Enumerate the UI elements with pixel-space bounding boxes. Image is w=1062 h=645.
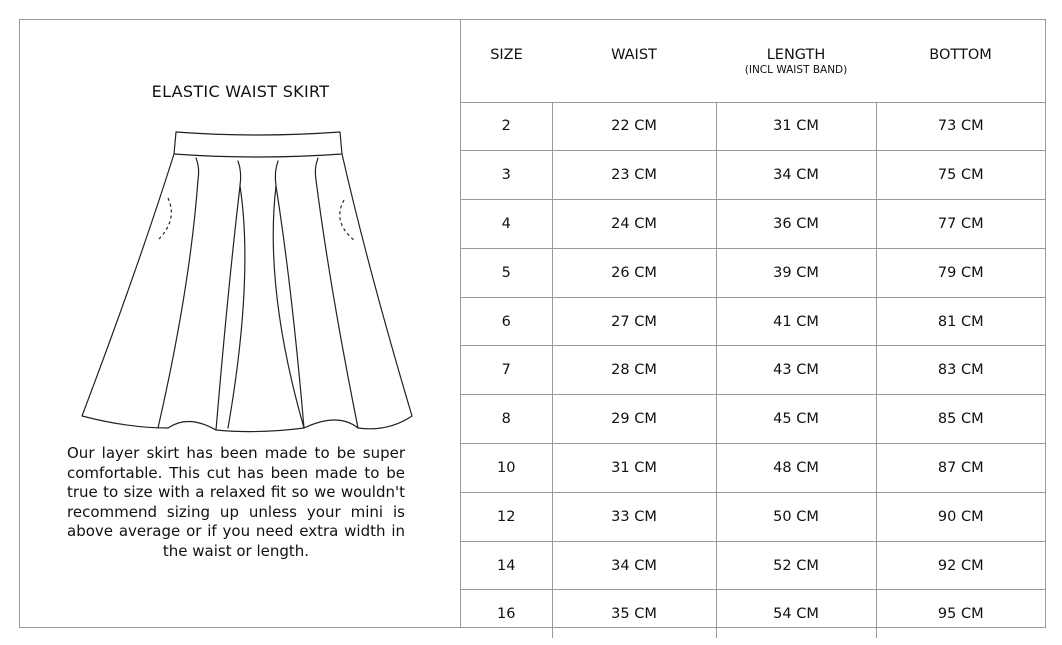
cell-length: 52 CM xyxy=(716,541,876,590)
cell-size: 5 xyxy=(461,248,552,297)
skirt-icon xyxy=(78,128,418,438)
product-panel xyxy=(20,20,461,627)
cell-length: 39 CM xyxy=(716,248,876,297)
header-size: SIZE xyxy=(490,47,523,63)
cell-bottom: 79 CM xyxy=(876,248,1045,297)
cell-length: 41 CM xyxy=(716,297,876,346)
header-waist: WAIST xyxy=(611,47,657,63)
table-row xyxy=(461,151,1045,200)
cell-size: 2 xyxy=(461,102,552,151)
table-row xyxy=(461,346,1045,395)
cell-size: 3 xyxy=(461,151,552,200)
product-description: Our layer skirt has been made to be super comfortable. This cut has been made to be true to size with a relaxed fit so we wouldn't recommend sizing up unless your mini is above average or if you need extra width in the waist or length. xyxy=(67,444,405,560)
cell-size: 7 xyxy=(461,346,552,395)
header-bottom: BOTTOM xyxy=(929,47,992,63)
cell-waist: 35 CM xyxy=(552,590,716,638)
cell-bottom: 81 CM xyxy=(876,297,1045,346)
cell-length: 54 CM xyxy=(716,590,876,638)
table-row xyxy=(461,492,1045,541)
cell-length: 31 CM xyxy=(716,102,876,151)
table-row xyxy=(461,541,1045,590)
cell-length: 45 CM xyxy=(716,395,876,444)
cell-waist: 29 CM xyxy=(552,395,716,444)
table-row xyxy=(461,102,1045,151)
cell-waist: 27 CM xyxy=(552,297,716,346)
size-table xyxy=(461,20,1045,638)
cell-bottom: 75 CM xyxy=(876,151,1045,200)
cell-length: 48 CM xyxy=(716,444,876,493)
header-length-label: LENGTH xyxy=(766,47,826,63)
table-row xyxy=(461,297,1045,346)
cell-bottom: 73 CM xyxy=(876,102,1045,151)
cell-bottom: 77 CM xyxy=(876,200,1045,249)
table-header-row xyxy=(461,20,1045,102)
cell-size: 4 xyxy=(461,200,552,249)
table-row xyxy=(461,248,1045,297)
cell-length: 36 CM xyxy=(716,200,876,249)
cell-bottom: 95 CM xyxy=(876,590,1045,638)
table-row xyxy=(461,444,1045,493)
header-length-sub: (INCL WAIST BAND) xyxy=(744,64,848,76)
table-row xyxy=(461,590,1045,638)
header-length xyxy=(716,20,876,102)
table-row xyxy=(461,200,1045,249)
cell-waist: 33 CM xyxy=(552,492,716,541)
cell-bottom: 90 CM xyxy=(876,492,1045,541)
size-table-area xyxy=(461,20,1045,627)
cell-length: 50 CM xyxy=(716,492,876,541)
cell-size: 14 xyxy=(461,541,552,590)
cell-bottom: 85 CM xyxy=(876,395,1045,444)
table-row xyxy=(461,395,1045,444)
cell-length: 43 CM xyxy=(716,346,876,395)
cell-waist: 24 CM xyxy=(552,200,716,249)
cell-size: 12 xyxy=(461,492,552,541)
cell-waist: 34 CM xyxy=(552,541,716,590)
cell-length: 34 CM xyxy=(716,151,876,200)
cell-waist: 28 CM xyxy=(552,346,716,395)
size-chart xyxy=(19,19,1046,628)
cell-waist: 31 CM xyxy=(552,444,716,493)
cell-waist: 26 CM xyxy=(552,248,716,297)
cell-waist: 22 CM xyxy=(552,102,716,151)
cell-size: 16 xyxy=(461,590,552,638)
cell-size: 8 xyxy=(461,395,552,444)
cell-bottom: 92 CM xyxy=(876,541,1045,590)
cell-bottom: 83 CM xyxy=(876,346,1045,395)
cell-size: 10 xyxy=(461,444,552,493)
product-title: ELASTIC WAIST SKIRT xyxy=(151,82,330,101)
cell-size: 6 xyxy=(461,297,552,346)
cell-bottom: 87 CM xyxy=(876,444,1045,493)
cell-waist: 23 CM xyxy=(552,151,716,200)
